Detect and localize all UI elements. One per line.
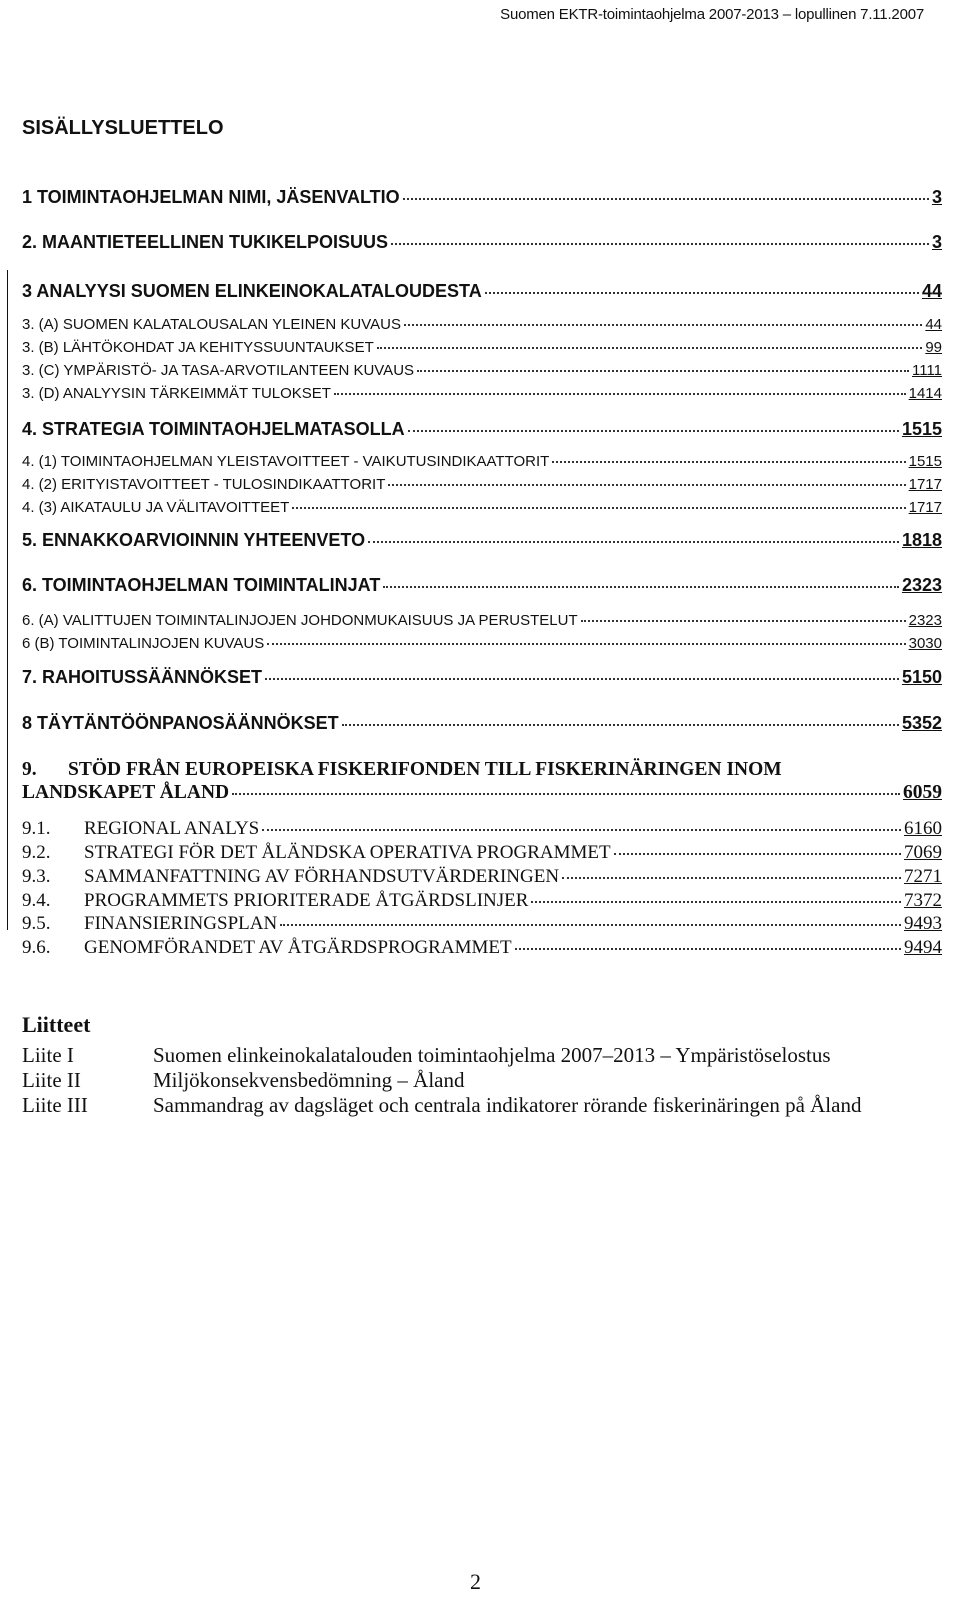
dot-leader [265,677,899,680]
toc-page-number: 2323 [908,612,942,629]
dot-leader [531,900,901,903]
toc-entry-title: 4. (3) AIKATAULU JA VÄLITAVOITTEET [22,499,290,516]
dot-leader [552,460,905,463]
dot-leader [262,828,901,831]
toc-entry-8[interactable] [22,713,942,734]
dot-leader [391,242,929,245]
toc-entry-6[interactable] [22,575,942,596]
toc-entry-4-1[interactable] [22,453,942,470]
toc-entry-title: 3 ANALYYSI SUOMEN ELINKEINOKALATALOUDESTA [22,281,482,301]
toc-page-number: 1818 [901,530,942,550]
dot-leader [334,392,906,395]
annex-label: Liite III [22,1093,88,1117]
toc-entry-title: 5. ENNAKKOARVIOINNIN YHTEENVETO [22,530,366,550]
section-number: 9.4. [22,890,51,911]
toc-page-number: 2323 [901,575,942,595]
toc-entry-title: SAMMANFATTNING AV FÖRHANDSUTVÄRDERINGEN [84,866,560,887]
toc-page-number: 1515 [901,419,942,439]
toc-entry-title: 6 (B) TOIMINTALINJOJEN KUVAUS [22,635,265,652]
toc-entry-title: 6. TOIMINTAOHJELMAN TOIMINTALINJAT [22,575,381,595]
annex-item [22,1068,464,1093]
dot-leader [417,369,909,372]
toc-page-number: 1111 [911,362,942,379]
revision-change-bar [7,270,8,930]
toc-entry-title: 6. (A) VALITTUJEN TOIMINTALINJOJEN JOHDONMUKAISUUS JA PERUSTELUT [22,612,578,629]
toc-page-number: 7372 [904,890,942,911]
section-number: 9.3. [22,866,51,887]
toc-entry-3a[interactable] [22,316,942,333]
dot-leader [515,947,901,950]
section-number: 9.1. [22,818,51,839]
annex-title: Suomen elinkeinokalatalouden toimintaohjelma 2007–2013 – Ympäristöselostus [153,1043,831,1067]
toc-entry-title: STÖD FRÅN EUROPEISKA FISKERIFONDEN TILL FISKERINÄRINGEN INOM [68,759,782,780]
toc-entry-title: 4. (1) TOIMINTAOHJELMAN YLEISTAVOITTEET - VAIKUTUSINDIKAATTORIT [22,453,550,470]
toc-page-number: 5150 [901,667,942,687]
toc-entry-title: 4. (2) ERITYISTAVOITTEET - TULOSINDIKAATTORIT [22,476,386,493]
dot-leader [388,483,905,486]
toc-entry-title: 2. MAANTIETEELLINEN TUKIKELPOISUUS [22,232,389,252]
toc-entry-4-3[interactable] [22,499,942,516]
toc-page-number: 99 [925,339,942,356]
dot-leader [377,346,923,349]
toc-entry-title: 7. RAHOITUSSÄÄNNÖKSET [22,667,263,687]
toc-entry-title: 3. (B) LÄHTÖKOHDAT JA KEHITYSSUUNTAUKSET [22,339,374,356]
toc-entry-9-2[interactable] [22,842,942,864]
toc-page-number: 9493 [904,913,942,934]
toc-entry-title: STRATEGI FÖR DET ÅLÄNDSKA OPERATIVA PROGRAMMET [84,842,611,863]
toc-entry-title: 3. (D) ANALYYSIN TÄRKEIMMÄT TULOKSET [22,385,331,402]
toc-page-number: 7271 [904,866,942,887]
dot-leader [408,429,899,432]
annexes-heading: Liitteet [22,1012,91,1037]
dot-leader [342,723,899,726]
annex-label: Liite I [22,1043,74,1067]
dot-leader [485,291,919,294]
toc-entry-3c[interactable] [22,362,942,379]
annex-item [22,1043,831,1068]
annex-item [22,1093,861,1118]
dot-leader [280,923,901,926]
toc-entry-9-heading[interactable] [22,759,782,781]
dot-leader [614,852,901,855]
toc-entry-7[interactable] [22,667,942,688]
section-number: 9.6. [22,937,51,958]
dot-leader [404,323,922,326]
dot-leader [581,619,906,622]
table-of-contents [22,0,942,1609]
toc-page-number: 1717 [908,476,942,493]
toc-entry-title: REGIONAL ANALYS [84,818,260,839]
annex-label: Liite II [22,1068,81,1092]
toc-entry-title: FINANSIERINGSPLAN [84,913,278,934]
document-header: Suomen EKTR-toimintaohjelma 2007-2013 – lopullinen 7.11.2007 [500,6,924,23]
section-number: 9. [22,759,37,780]
toc-entry-title: 3. (A) SUOMEN KALATALOUSALAN YLEINEN KUVAUS [22,316,401,333]
annex-title: Sammandrag av dagsläget och centrala indikatorer rörande fiskerinäringen på Åland [153,1093,862,1117]
toc-page-number: 3 [931,232,942,252]
toc-entry-title: GENOMFÖRANDET AV ÅTGÄRDSPROGRAMMET [84,937,512,958]
toc-entry-title: 3. (C) YMPÄRISTÖ- JA TASA-ARVOTILANTEEN KUVAUS [22,362,415,379]
toc-entry-4[interactable] [22,419,942,440]
toc-entry-9-6[interactable] [22,937,942,959]
toc-entry-title: 1 TOIMINTAOHJELMAN NIMI, JÄSENVALTIO [22,187,400,207]
toc-entry-title: 8 TÄYTÄNTÖÖNPANOSÄÄNNÖKSET [22,713,339,733]
toc-page-number: 1515 [908,453,942,470]
toc-page-number: 7069 [904,842,942,863]
toc-entry-9-5[interactable] [22,913,942,935]
toc-page-number: 1414 [908,385,942,402]
toc-page-number: 6059 [903,782,942,803]
toc-page-number: 44 [921,281,942,301]
section-number: 9.2. [22,842,51,863]
toc-entry-9-1[interactable] [22,818,942,840]
toc-entry-5[interactable] [22,530,942,551]
toc-page-number: 3030 [908,635,942,652]
dot-leader [383,585,899,588]
dot-leader [232,792,900,795]
toc-page-number: 1717 [908,499,942,516]
toc-entry-6a[interactable] [22,612,942,629]
toc-entry-9-heading-line2[interactable] [22,782,942,804]
toc-page-number: 9494 [904,937,942,958]
toc-entry-title-continued: LANDSKAPET ÅLAND [22,782,230,803]
dot-leader [267,642,905,645]
toc-entry-1[interactable] [22,187,942,208]
toc-entry-3[interactable] [22,281,942,302]
annex-title: Miljökonsekvensbedömning – Åland [153,1068,465,1092]
toc-page-number: 44 [925,316,942,333]
toc-entry-3b[interactable] [22,339,942,356]
toc-entry-title: PROGRAMMETS PRIORITERADE ÅTGÄRDSLINJER [84,890,529,911]
toc-entry-4-2[interactable] [22,476,942,493]
toc-entry-9-4[interactable] [22,890,942,912]
toc-entry-3d[interactable] [22,385,942,402]
section-number: 9.5. [22,913,51,934]
toc-entry-2[interactable] [22,232,942,253]
dot-leader [292,506,905,509]
toc-page-number: 6160 [904,818,942,839]
dot-leader [403,197,929,200]
dot-leader [368,540,899,543]
dot-leader [562,876,901,879]
toc-entry-9-3[interactable] [22,866,942,888]
toc-page-number: 5352 [901,713,942,733]
toc-entry-title: 4. STRATEGIA TOIMINTAOHJELMATASOLLA [22,419,405,439]
page-title: SISÄLLYSLUETTELO [22,117,224,139]
toc-page-number: 3 [931,187,942,207]
toc-entry-6b[interactable] [22,635,942,652]
page-number: 2 [470,1569,481,1594]
